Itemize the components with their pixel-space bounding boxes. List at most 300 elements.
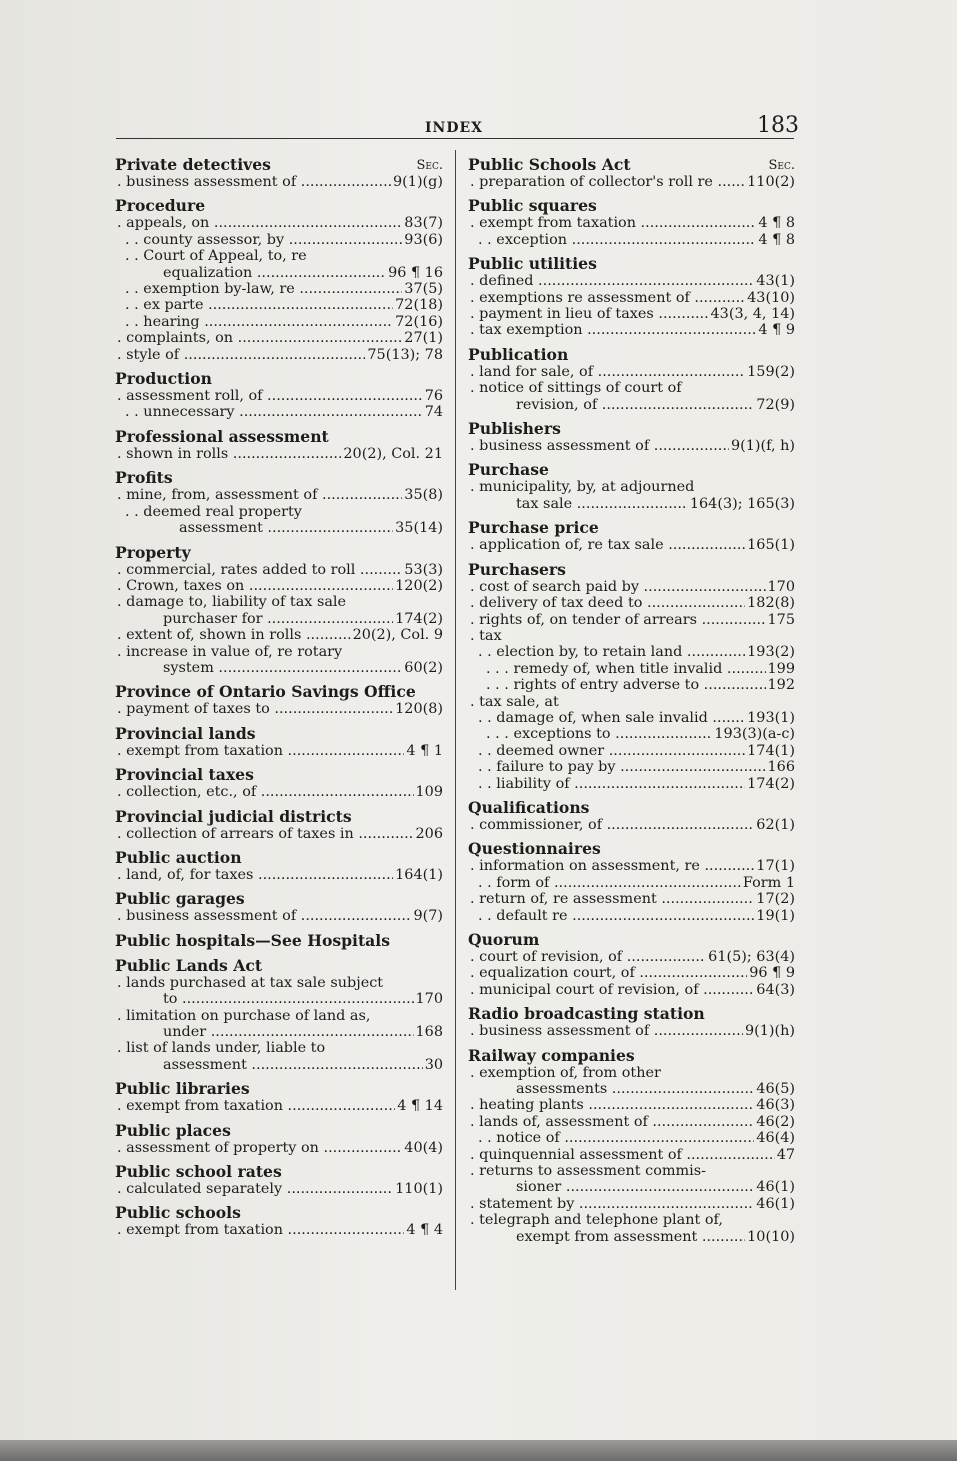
subentry-text: . . Court of Appeal, to, re: [125, 248, 307, 265]
section-reference: 164(3); 165(3): [689, 495, 795, 512]
subentry-text: tax sale .....: [516, 496, 688, 512]
subentry-text: . collection of arrears of taxes in .....: [117, 826, 414, 842]
index-subentry: [115, 578, 443, 594]
index-subentry: [468, 1212, 795, 1228]
index-subentry: [115, 1008, 443, 1024]
index-entry: [468, 461, 795, 512]
subentry-text: . calculated separately .....: [117, 1181, 393, 1197]
subentry-text: purchaser for .....: [163, 611, 393, 627]
index-subentry: [115, 248, 443, 264]
subentry-text: . . liability of .....: [478, 776, 745, 792]
section-reference: 40(4): [404, 1139, 443, 1156]
page-bottom-shadow: [0, 1440, 957, 1461]
subentry-text: . . default re .....: [478, 908, 754, 924]
index-subentry: [115, 644, 443, 660]
subentry-text: . . unnecessary .....: [125, 404, 423, 420]
index-heading: [468, 197, 795, 215]
index-subentry: [468, 858, 795, 874]
subentry-text: . exempt from taxation .....: [117, 743, 404, 759]
index-subentry: [468, 232, 795, 248]
index-subentry: [468, 579, 795, 595]
index-subentry: [468, 174, 795, 190]
subentry-text: . . county assessor, by .....: [125, 232, 402, 248]
index-entry: [115, 808, 443, 842]
index-subentry: [468, 982, 795, 998]
subentry-text: . . exemption by-law, re .....: [125, 281, 402, 297]
section-reference: 43(10): [747, 289, 795, 306]
subentry-text: . information on assessment, re .....: [470, 858, 754, 874]
subentry-text: . notice of sittings of court of: [470, 380, 682, 397]
section-reference: 96 ¶ 9: [749, 965, 795, 982]
subentry-text: . complaints, on .....: [117, 330, 402, 346]
subentry-text: . preparation of collector's roll re .....: [470, 174, 745, 190]
index-heading: [115, 1080, 443, 1098]
index-subentry: [468, 322, 795, 338]
index-subentry: [468, 908, 795, 924]
index-subentry: [115, 265, 443, 281]
section-reference: 64(3): [756, 981, 795, 998]
section-reference: 9(1)(g): [393, 174, 443, 190]
index-subentry: [115, 330, 443, 346]
index-heading: [115, 808, 443, 826]
subentry-text: . municipality, by, at adjourned: [470, 479, 695, 496]
section-reference: 75(13); 78: [367, 346, 443, 363]
index-subentry: [468, 776, 795, 792]
subentry-text: exempt from assessment .....: [516, 1229, 745, 1245]
index-subentry: [468, 438, 795, 454]
index-subentry: [115, 975, 443, 991]
section-reference: 4 ¶ 8: [758, 231, 795, 248]
index-subentry: [468, 817, 795, 833]
index-subentry: [468, 1179, 795, 1195]
subentry-text: . list of lands under, liable to: [117, 1040, 326, 1057]
section-reference: 10(10): [747, 1228, 795, 1245]
index-subentry: [115, 504, 443, 520]
index-entry: [468, 197, 795, 248]
section-reference: 83(7): [404, 215, 443, 232]
subentry-text: . . deemed real property: [125, 503, 302, 520]
section-reference: 17(2): [756, 891, 795, 908]
index-subentry: [468, 677, 795, 693]
section-reference: 193(1): [747, 709, 795, 726]
index-subentry: [468, 628, 795, 644]
subentry-text: . damage to, liability of tax sale: [117, 594, 347, 611]
index-subentry: [468, 875, 795, 891]
section-reference: 109: [415, 784, 443, 801]
index-heading: [468, 420, 795, 438]
subentry-text: . returns to assessment commis-: [470, 1163, 707, 1180]
subentry-text: to .....: [163, 991, 414, 1007]
index-subentry: [468, 1130, 795, 1146]
index-entry: [115, 1163, 443, 1197]
section-reference: 19(1): [756, 907, 795, 924]
index-entry: [115, 370, 443, 421]
index-subentry: [115, 826, 443, 842]
subentry-text: . collection, etc., of .....: [117, 784, 414, 800]
index-heading: [115, 1204, 443, 1222]
index-subentry: [115, 232, 443, 248]
index-heading-text: Public garages: [115, 889, 245, 909]
subentry-text: . . notice of .....: [478, 1130, 754, 1146]
subentry-text: . Crown, taxes on .....: [117, 578, 393, 594]
index-heading: [115, 1122, 443, 1140]
index-subentry: [115, 991, 443, 1007]
index-subentry: [115, 743, 443, 759]
section-reference: 76: [424, 388, 443, 405]
index-heading-text: Property: [115, 542, 191, 562]
section-reference: 174(1): [747, 742, 795, 759]
column-divider: [455, 150, 456, 1290]
index-entry: [468, 519, 795, 553]
index-subentry: [115, 611, 443, 627]
index-heading: [468, 1047, 795, 1065]
section-reference: 61(5); 63(4): [708, 949, 795, 965]
index-heading: [115, 932, 443, 950]
subentry-text: . tax: [470, 627, 502, 644]
section-reference: 174(2): [747, 775, 795, 792]
section-reference: 46(5): [756, 1081, 795, 1098]
index-heading: [115, 890, 443, 908]
index-subentry: [115, 1057, 443, 1073]
index-heading-text: Provincial judicial districts: [115, 806, 352, 826]
index-heading: [468, 255, 795, 273]
index-entry: [115, 469, 443, 536]
right-index-column: [468, 156, 795, 1252]
section-reference: 46(1): [756, 1179, 795, 1196]
index-heading-text: Production: [115, 369, 212, 389]
subentry-text: . return of, re assessment .....: [470, 891, 754, 907]
index-heading: [115, 725, 443, 743]
subentry-text: . rights of, on tender of arrears .....: [470, 612, 766, 628]
subentry-text: system .....: [163, 660, 402, 676]
section-reference: 96 ¶ 16: [388, 264, 443, 281]
index-heading-text: Private detectives: [115, 155, 271, 174]
index-subentry: [115, 281, 443, 297]
section-reference: 174(2): [395, 610, 443, 627]
subentry-text: assessment .....: [163, 1057, 423, 1073]
index-subentry: [115, 297, 443, 313]
index-subentry: [115, 215, 443, 231]
subentry-text: . assessment roll, of .....: [117, 388, 423, 404]
index-entry: [115, 197, 443, 363]
index-entry: [468, 420, 795, 454]
index-subentry: [468, 1097, 795, 1113]
index-subentry: [115, 867, 443, 883]
index-heading-text: Publication: [468, 344, 569, 364]
subentry-text: . land for sale, of .....: [470, 364, 745, 380]
index-heading: [115, 197, 443, 215]
index-subentry: [468, 364, 795, 380]
index-heading-text: Public places: [115, 1120, 231, 1140]
index-entry: [115, 1080, 443, 1114]
subentry-text: . . . rights of entry adverse to .....: [486, 677, 766, 693]
index-entry: [115, 849, 443, 883]
section-reference: 27(1): [404, 330, 443, 347]
subentry-text: . . . remedy of, when title invalid .....: [486, 661, 766, 677]
index-subentry: [115, 594, 443, 610]
index-heading-text: Public utilities: [468, 254, 597, 274]
subentry-text: . exempt from taxation .....: [117, 1222, 404, 1238]
index-heading-text: Publishers: [468, 419, 561, 439]
index-heading-text: Public libraries: [115, 1079, 250, 1099]
index-entry: [468, 156, 795, 190]
section-reference: 35(14): [395, 520, 443, 537]
subentry-text: . business assessment of .....: [117, 908, 411, 924]
subentry-text: equalization .....: [163, 265, 386, 281]
section-reference: 43(3, 4, 14): [710, 306, 795, 323]
index-heading-text: Public hospitals—See Hospitals: [115, 930, 390, 950]
section-reference: 9(7): [413, 908, 443, 925]
index-heading-text: Provincial lands: [115, 723, 256, 743]
index-heading: [115, 1163, 443, 1181]
subentry-text: . municipal court of revision, of .....: [470, 982, 754, 998]
index-heading-text: Profits: [115, 468, 173, 488]
index-heading-text: Public Lands Act: [115, 955, 263, 975]
subentry-text: . shown in rolls .....: [117, 446, 341, 462]
index-subentry: [468, 1114, 795, 1130]
index-entry: [468, 346, 795, 413]
section-reference: 72(16): [395, 313, 443, 330]
header-rule: [116, 138, 794, 139]
section-reference: 120(2): [395, 577, 443, 594]
subentry-text: . . election by, to retain land .....: [478, 644, 745, 660]
section-reference: 110(1): [395, 1181, 443, 1198]
index-heading: [115, 428, 443, 446]
index-entry: [115, 544, 443, 677]
subentry-text: . statement by .....: [470, 1196, 754, 1212]
section-reference: 159(2): [747, 363, 795, 380]
subentry-text: . limitation on purchase of land as,: [117, 1007, 371, 1024]
index-heading-text: Public school rates: [115, 1162, 282, 1182]
section-reference: 72(9): [756, 396, 795, 413]
section-reference: 168: [415, 1024, 443, 1040]
section-reference: 72(18): [395, 297, 443, 314]
section-reference: 4 ¶ 1: [406, 742, 443, 759]
subentry-text: revision, of .....: [516, 397, 754, 413]
subentry-text: . assessment of property on .....: [117, 1140, 402, 1156]
index-subentry: [115, 1098, 443, 1114]
section-reference: 47: [776, 1146, 795, 1163]
section-reference: 62(1): [756, 816, 795, 833]
index-heading: [115, 766, 443, 784]
index-heading-text: Procedure: [115, 196, 206, 216]
index-heading-text: Railway companies: [468, 1045, 635, 1065]
subentry-text: . business assessment of .....: [117, 174, 391, 190]
index-heading-text: Radio broadcasting station: [468, 1004, 705, 1024]
section-reference: 93(6): [404, 231, 443, 248]
index-heading: [115, 849, 443, 867]
index-subentry: [115, 174, 443, 190]
section-column-label: Sec.: [768, 158, 795, 173]
subentry-text: . defined .....: [470, 273, 754, 289]
section-reference: 165(1): [747, 537, 795, 554]
index-subentry: [115, 404, 443, 420]
index-subentry: [468, 595, 795, 611]
index-entry: [468, 255, 795, 339]
index-entry: [115, 932, 443, 950]
index-subentry: [115, 347, 443, 363]
index-subentry: [468, 891, 795, 907]
section-reference: 30: [424, 1056, 443, 1073]
section-reference: 46(3): [756, 1097, 795, 1114]
subentry-text: . application of, re tax sale .....: [470, 537, 745, 553]
index-heading-text: Purchase: [468, 460, 549, 480]
index-heading: [468, 840, 795, 858]
subentry-text: . payment of taxes to .....: [117, 701, 393, 717]
subentry-text: . telegraph and telephone plant of,: [470, 1212, 723, 1229]
index-entry: [115, 1122, 443, 1156]
subentry-text: . . hearing .....: [125, 314, 393, 330]
index-subentry: [115, 1181, 443, 1197]
index-heading: [115, 469, 443, 487]
index-heading: [468, 346, 795, 364]
index-entry: [115, 725, 443, 759]
subentry-text: . appeals, on .....: [117, 215, 402, 231]
section-reference: 9(1)(h): [744, 1023, 795, 1040]
index-heading: [115, 683, 443, 701]
index-subentry: [115, 660, 443, 676]
index-heading: [468, 156, 795, 174]
subentry-text: . business assessment of .....: [470, 1023, 743, 1039]
subentry-text: . increase in value of, re rotary: [117, 643, 343, 660]
subentry-text: . equalization court, of .....: [470, 965, 747, 981]
section-reference: 37(5): [404, 281, 443, 298]
subentry-text: . mine, from, assessment of .....: [117, 487, 402, 503]
section-reference: 60(2): [404, 659, 443, 676]
index-subentry: [468, 397, 795, 413]
section-reference: 110(2): [747, 174, 795, 190]
section-reference: 4 ¶ 14: [397, 1098, 443, 1115]
section-reference: 199: [767, 660, 795, 677]
section-reference: 20(2), Col. 9: [352, 627, 443, 644]
subentry-text: . exemptions re assessment of .....: [470, 290, 745, 306]
index-heading: [115, 370, 443, 388]
section-reference: 192: [767, 677, 795, 694]
subentry-text: . . ex parte .....: [125, 297, 393, 313]
subentry-text: . land, of, for taxes .....: [117, 867, 393, 883]
section-reference: 193(2): [747, 644, 795, 661]
index-entry: [468, 1005, 795, 1039]
index-subentry: [468, 1147, 795, 1163]
section-reference: 4 ¶ 9: [758, 322, 795, 339]
index-heading-text: Provincial taxes: [115, 765, 254, 785]
index-subentry: [115, 1040, 443, 1056]
section-column-label: Sec.: [416, 158, 443, 173]
index-subentry: [468, 215, 795, 231]
subentry-text: . extent of, shown in rolls .....: [117, 627, 351, 643]
index-entry: [115, 890, 443, 924]
running-header-title: INDEX: [425, 120, 484, 136]
subentry-text: sioner .....: [516, 1179, 754, 1195]
section-reference: 9(1)(f, h): [731, 438, 795, 455]
subentry-text: . quinquennial assessment of .....: [470, 1147, 775, 1163]
subentry-text: . court of revision, of .....: [470, 949, 706, 965]
index-heading-text: Purchasers: [468, 559, 566, 579]
index-entry: [115, 156, 443, 190]
section-reference: 43(1): [756, 273, 795, 290]
index-entry: [115, 1204, 443, 1238]
index-entry: [468, 1047, 795, 1245]
subentry-text: . lands of, assessment of .....: [470, 1114, 754, 1130]
section-reference: 166: [767, 759, 795, 776]
subentry-text: . business assessment of .....: [470, 438, 729, 454]
section-reference: 4 ¶ 8: [758, 215, 795, 232]
index-heading: [468, 561, 795, 579]
index-subentry: [468, 1229, 795, 1245]
subentry-text: . . deemed owner .....: [478, 743, 745, 759]
index-subentry: [468, 290, 795, 306]
index-subentry: [115, 388, 443, 404]
index-entry: [115, 428, 443, 462]
index-subentry: [468, 612, 795, 628]
index-subentry: [468, 1196, 795, 1212]
section-reference: 175: [767, 611, 795, 628]
index-subentry: [468, 306, 795, 322]
section-reference: 74: [424, 404, 443, 421]
index-subentry: [468, 496, 795, 512]
subentry-text: . exempt from taxation .....: [117, 1098, 395, 1114]
index-subentry: [115, 784, 443, 800]
index-entry: [468, 931, 795, 998]
section-reference: 53(3): [404, 561, 443, 578]
index-heading: [468, 931, 795, 949]
subentry-text: . exempt from taxation .....: [470, 215, 756, 231]
index-subentry: [468, 537, 795, 553]
subentry-text: . cost of search paid by .....: [470, 579, 766, 595]
index-heading-text: Quorum: [468, 930, 540, 949]
index-heading-text: Public squares: [468, 196, 597, 216]
index-heading: [115, 156, 443, 174]
index-subentry: [115, 1222, 443, 1238]
index-subentry: [468, 759, 795, 775]
subentry-text: . style of .....: [117, 347, 365, 363]
index-heading: [115, 544, 443, 562]
index-heading-text: Public Schools Act: [468, 155, 631, 174]
subentry-text: . . . exceptions to .....: [486, 726, 712, 742]
index-subentry: [468, 694, 795, 710]
subentry-text: . tax sale, at: [470, 693, 559, 710]
subentry-text: . tax exemption .....: [470, 322, 756, 338]
index-subentry: [468, 479, 795, 495]
index-subentry: [115, 1024, 443, 1040]
subentry-text: . heating plants .....: [470, 1097, 754, 1113]
index-entry: [468, 799, 795, 833]
subentry-text: assessment .....: [179, 520, 393, 536]
section-reference: 170: [415, 991, 443, 1008]
index-subentry: [115, 520, 443, 536]
subentry-text: . payment in lieu of taxes .....: [470, 306, 709, 322]
index-heading: [468, 519, 795, 537]
section-reference: 46(4): [756, 1130, 795, 1147]
index-subentry: [468, 1163, 795, 1179]
index-heading-text: Qualifications: [468, 797, 590, 817]
index-subentry: [115, 1140, 443, 1156]
index-heading: [468, 461, 795, 479]
section-reference: 46(2): [756, 1113, 795, 1130]
index-entry: [115, 957, 443, 1073]
index-subentry: [115, 908, 443, 924]
section-reference: 17(1): [756, 858, 795, 875]
subentry-text: . . damage of, when sale invalid .....: [478, 710, 745, 726]
index-heading-text: Province of Ontario Savings Office: [115, 682, 416, 702]
section-reference: Form 1: [742, 874, 795, 891]
index-subentry: [468, 710, 795, 726]
section-reference: 164(1): [395, 866, 443, 883]
left-index-column: [115, 156, 443, 1246]
subentry-text: . commercial, rates added to roll .....: [117, 562, 402, 578]
index-heading: [468, 799, 795, 817]
index-subentry: [468, 1023, 795, 1039]
